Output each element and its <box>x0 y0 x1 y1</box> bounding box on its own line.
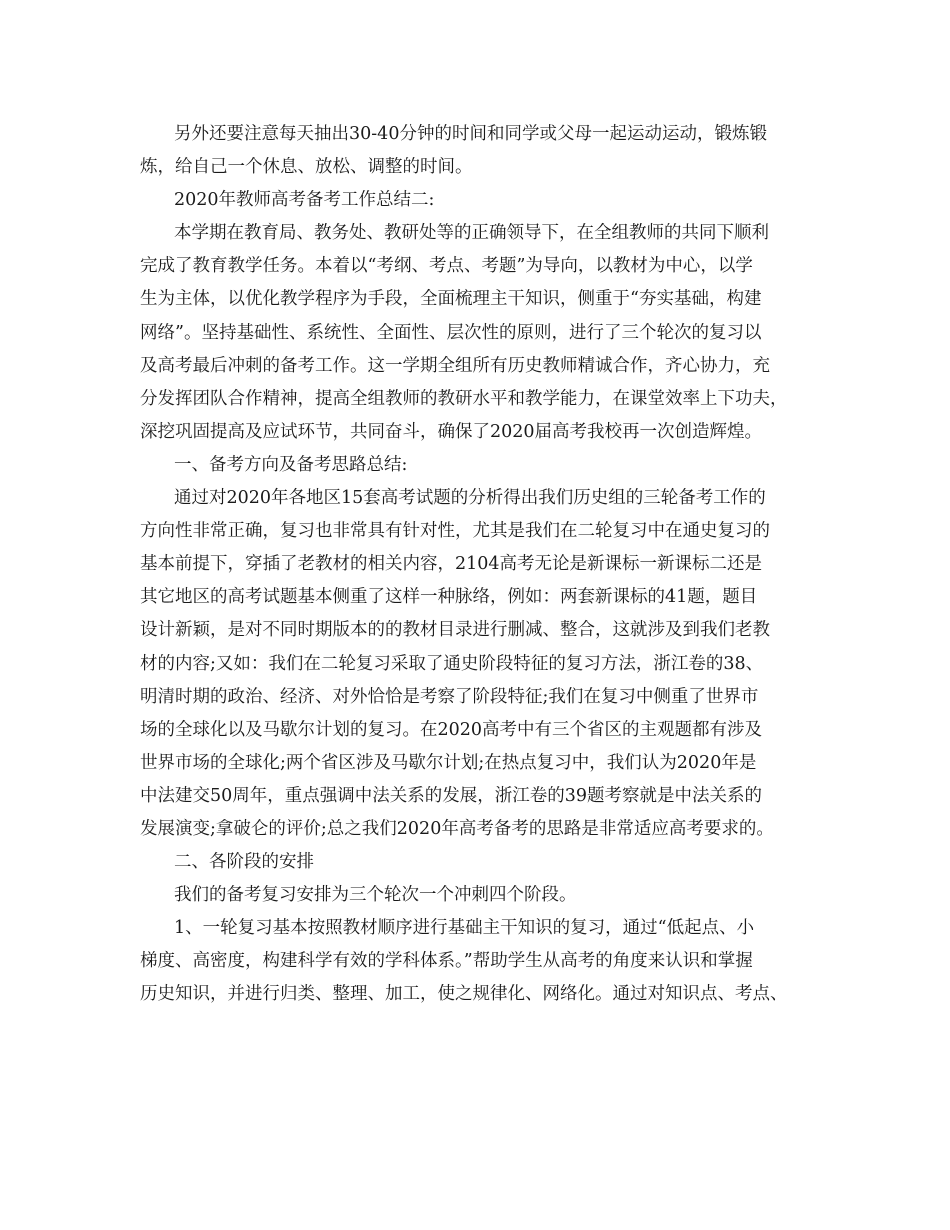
text-line: 完成了教育教学任务。本着以“考纲、考点、考题”为导向，以教材为中心，以学 <box>140 256 753 277</box>
text-line: 材的内容;又如：我们在二轮复习采取了通史阶段特征的复习方法，浙江卷的38、 <box>140 653 764 674</box>
text-line: 网络”。坚持基础性、系统性、全面性、层次性的原则，进行了三个轮次的复习以 <box>140 322 762 343</box>
text-line: 历史知识，并进行归类、整理、加工，使之规律化、网络化。通过对知识点、考点、 <box>140 984 788 1005</box>
text-line: 基本前提下，穿插了老教材的相关内容，2104高考无论是新课标一新课标二还是 <box>140 554 763 575</box>
text-line: 深挖巩固提高及应试环节，共同奋斗，确保了2020届高考我校再一次创造辉煌。 <box>140 421 763 442</box>
text-line: 二、各阶段的安排 <box>174 852 314 873</box>
text-line: 设计新颖，是对不同时期版本的的教材目录进行删减、整合，这就涉及到我们老教 <box>140 620 770 641</box>
text-line: 发展演变;拿破仑的评价;总之我们2020年高考备考的思路是非常适应高考要求的。 <box>140 818 774 839</box>
text-line: 分发挥团队合作精神，提高全组教师的教研水平和教学能力，在课堂效率上下功夫， <box>140 388 788 409</box>
text-line: 场的全球化以及马歇尔计划的复习。在2020高考中有三个省区的主观题都有涉及 <box>140 719 763 740</box>
document-body <box>140 118 830 1012</box>
text-line: 其它地区的高考试题基本侧重了这样一种脉络，例如：两套新课标的41题，题目 <box>140 587 758 608</box>
text-line: 中法建交50周年，重点强调中法关系的发展，浙江卷的39题考察就是中法关系的 <box>140 785 763 806</box>
text-line: 方向性非常正确，复习也非常具有针对性，尤其是我们在二轮复习中在通史复习的 <box>140 521 770 542</box>
text-line: 明清时期的政治、经济、对外恰恰是考察了阶段特征;我们在复习中侧重了世界市 <box>140 686 759 707</box>
text-line: 1、一轮复习基本按照教材顺序进行基础主干知识的复习，通过“低起点、小 <box>174 918 755 939</box>
text-line: 本学期在教育局、教务处、教研处等的正确领导下，在全组教师的共同下顺利 <box>174 223 769 244</box>
text-line: 生为主体，以优化教学程序为手段，全面梳理主干知识，侧重于“夯实基础，构建 <box>140 289 762 310</box>
text-line: 炼，给自己一个休息、放松、调整的时间。 <box>140 157 473 178</box>
text-line: 世界市场的全球化;两个省区涉及马歇尔计划;在热点复习中，我们认为2020年是 <box>140 752 757 773</box>
text-line: 另外还要注意每天抽出30-40分钟的时间和同学或父母一起运动运动，锻炼锻 <box>174 124 767 144</box>
text-line: 梯度、高密度，构建科学有效的学科体系。”帮助学生从高考的角度来认识和掌握 <box>140 951 753 972</box>
text-line: 我们的备考复习安排为三个轮次一个冲刺四个阶段。 <box>174 885 577 906</box>
text-line: 及高考最后冲刺的备考工作。这一学期全组所有历史教师精诚合作，齐心协力，充 <box>140 355 770 376</box>
text-line: 通过对2020年各地区15套高考试题的分析得出我们历史组的三轮备考工作的 <box>174 488 766 509</box>
text-line: 一、备考方向及备考思路总结: <box>174 454 408 475</box>
text-line: 2020年教师高考备考工作总结二: <box>174 190 435 211</box>
